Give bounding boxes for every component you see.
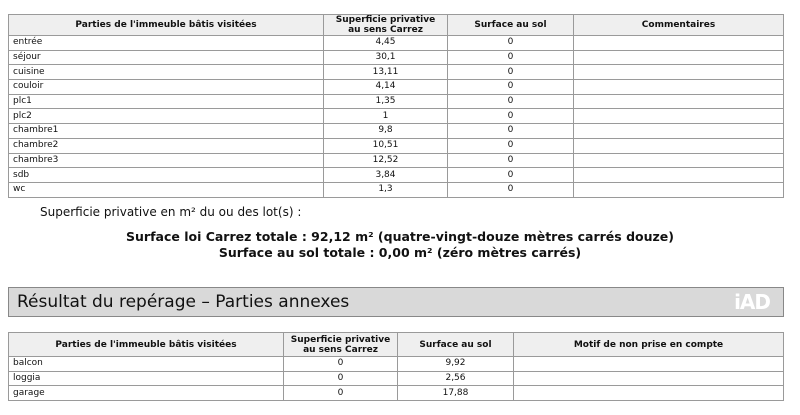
- table-cell: 1,3: [324, 182, 448, 197]
- summary-label: Superficie privative en m² du ou des lot(s) :: [40, 205, 302, 219]
- table-cell: 0: [448, 50, 574, 65]
- carrez-table: [8, 14, 784, 198]
- table-cell: 2,56: [398, 371, 514, 386]
- table-row: [9, 50, 784, 65]
- table-cell: 0: [448, 80, 574, 95]
- table-cell: 0: [448, 36, 574, 51]
- table-row: [9, 386, 784, 401]
- table-cell: 10,51: [324, 138, 448, 153]
- table-cell: séjour: [9, 50, 324, 65]
- table-cell: 4,14: [324, 80, 448, 95]
- table-cell: couloir: [9, 80, 324, 95]
- table-cell: [574, 94, 784, 109]
- table-row: [9, 138, 784, 153]
- table-cell: [574, 109, 784, 124]
- col-header: Parties de l'immeuble bâtis visitées: [9, 15, 324, 36]
- table-cell: 30,1: [324, 50, 448, 65]
- col-header: Superficie privative au sens Carrez: [284, 333, 398, 357]
- table-cell: [574, 65, 784, 80]
- table-cell: 12,52: [324, 153, 448, 168]
- annexes-table: [8, 332, 784, 401]
- table-cell: 0: [448, 94, 574, 109]
- table-row: [9, 371, 784, 386]
- table-cell: [574, 168, 784, 183]
- table-cell: chambre3: [9, 153, 324, 168]
- table-cell: [574, 36, 784, 51]
- table-cell: 0: [284, 386, 398, 401]
- table-cell: [514, 386, 784, 401]
- table-cell: entrée: [9, 36, 324, 51]
- table-cell: wc: [9, 182, 324, 197]
- sol-total: Surface au sol totale : 0,00 m² (zéro mètres carrés): [218, 245, 582, 260]
- section-title: Résultat du repérage – Parties annexes: [17, 292, 350, 312]
- table-cell: 4,45: [324, 36, 448, 51]
- table-cell: 1: [324, 109, 448, 124]
- table-cell: 0: [448, 153, 574, 168]
- carrez-total: Surface loi Carrez totale : 92,12 m² (quatre-vingt-douze mètres carrés douze): [126, 229, 674, 244]
- table-cell: [514, 357, 784, 372]
- table-cell: [574, 124, 784, 139]
- watermark-logo: iAD: [734, 290, 770, 314]
- table-row: [9, 109, 784, 124]
- table-cell: 0: [448, 109, 574, 124]
- table-cell: balcon: [9, 357, 284, 372]
- table-row: [9, 153, 784, 168]
- col-header: Parties de l'immeuble bâtis visitées: [9, 333, 284, 357]
- table-cell: 0: [448, 138, 574, 153]
- col-header: Superficie privative au sens Carrez: [324, 15, 448, 36]
- table-cell: [574, 182, 784, 197]
- table-row: [9, 168, 784, 183]
- table-row: [9, 65, 784, 80]
- table-cell: 9,8: [324, 124, 448, 139]
- table-cell: [574, 138, 784, 153]
- table-row: [9, 36, 784, 51]
- table-cell: chambre2: [9, 138, 324, 153]
- table-cell: 9,92: [398, 357, 514, 372]
- col-header: Surface au sol: [398, 333, 514, 357]
- table-row: [9, 80, 784, 95]
- table-cell: 0: [284, 371, 398, 386]
- table-cell: 0: [448, 182, 574, 197]
- table-cell: plc2: [9, 109, 324, 124]
- table-cell: [574, 80, 784, 95]
- table-cell: [514, 371, 784, 386]
- table-cell: chambre1: [9, 124, 324, 139]
- section-band: [8, 287, 784, 317]
- table-cell: garage: [9, 386, 284, 401]
- table-cell: 13,11: [324, 65, 448, 80]
- table-cell: sdb: [9, 168, 324, 183]
- table-cell: plc1: [9, 94, 324, 109]
- table-row: [9, 357, 784, 372]
- table-cell: [574, 50, 784, 65]
- table-cell: cuisine: [9, 65, 324, 80]
- table-header-row: [9, 15, 784, 36]
- table-cell: 0: [448, 168, 574, 183]
- table-row: [9, 124, 784, 139]
- table-row: [9, 94, 784, 109]
- col-header: Surface au sol: [448, 15, 574, 36]
- table-cell: 0: [284, 357, 398, 372]
- table-cell: [574, 153, 784, 168]
- table-cell: 1,35: [324, 94, 448, 109]
- table-cell: loggia: [9, 371, 284, 386]
- table-cell: 0: [448, 124, 574, 139]
- table-row: [9, 182, 784, 197]
- col-header: Motif de non prise en compte: [514, 333, 784, 357]
- table-header-row: [9, 333, 784, 357]
- table-cell: 3,84: [324, 168, 448, 183]
- table-cell: 17,88: [398, 386, 514, 401]
- col-header: Commentaires: [574, 15, 784, 36]
- table-cell: 0: [448, 65, 574, 80]
